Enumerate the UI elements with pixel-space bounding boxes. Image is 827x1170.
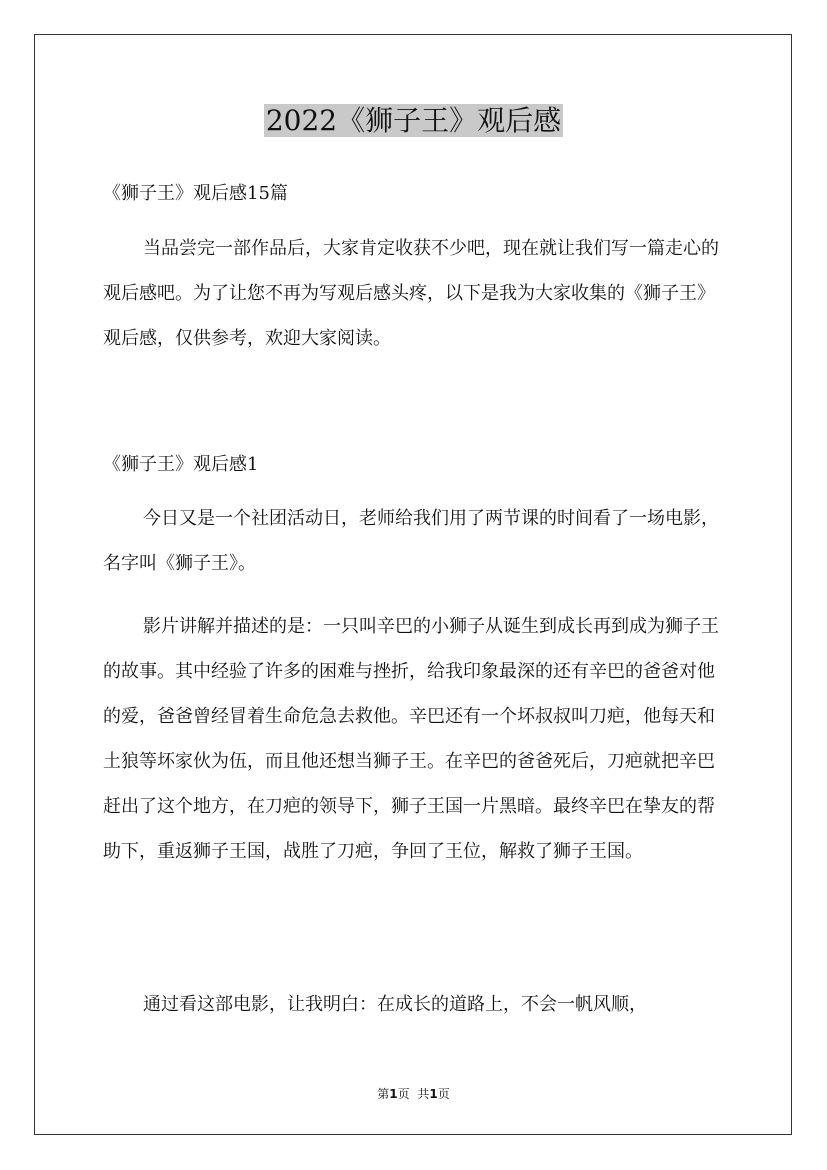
footer-page-suffix: 页: [397, 1087, 410, 1101]
subtitle: 《狮子王》观后感15篇: [103, 183, 288, 204]
footer-page-number: 1: [389, 1087, 398, 1101]
document-title-text: 2022《狮子王》观后感: [265, 104, 562, 137]
footer-page-prefix: 第: [377, 1087, 390, 1101]
paragraph-3: 通过看这部电影，让我明白：在成长的道路上，不会一帆风顺，: [143, 994, 647, 1015]
footer-total-prefix: 共: [417, 1087, 430, 1101]
intro-paragraph: 当品尝完一部作品后，大家肯定收获不少吧，现在就让我们写一篇走心的观后感吧。为了让您不再为写观后感头疼，以下是我为大家收集的《狮子王》观后感，仅供参考，欢迎大家阅读。: [103, 238, 719, 349]
section-heading: 《狮子王》观后感1: [103, 454, 259, 475]
footer-total-number: 1: [429, 1087, 438, 1101]
page-footer: [0, 1085, 827, 1102]
paragraph-2: 影片讲解并描述的是：一只叫辛巴的小狮子从诞生到成长再到成为狮子王的故事。其中经验了许多的困难与挫折，给我印象最深的还有辛巴的爸爸对他的爱，爸爸曾经冒着生命危急去救他。辛巴还有一个坏叔叔叫刀疤，他每天和土狼等坏家伙为伍，而且他还想当狮子王。在辛巴的爸爸死后，刀疤就把辛巴赶出了这个地方，在刀疤的领导下，狮子王国一片黑暗。最终辛巴在挚友的帮助下，重返狮子王国，战胜了刀疤，争回了王位，解救了狮子王国。: [103, 616, 719, 862]
document-title: [0, 100, 827, 142]
paragraph-1: 今日又是一个社团活动日，老师给我们用了两节课的时间看了一场电影，名字叫《狮子王》。: [103, 508, 719, 574]
footer-total-suffix: 页: [437, 1087, 450, 1101]
